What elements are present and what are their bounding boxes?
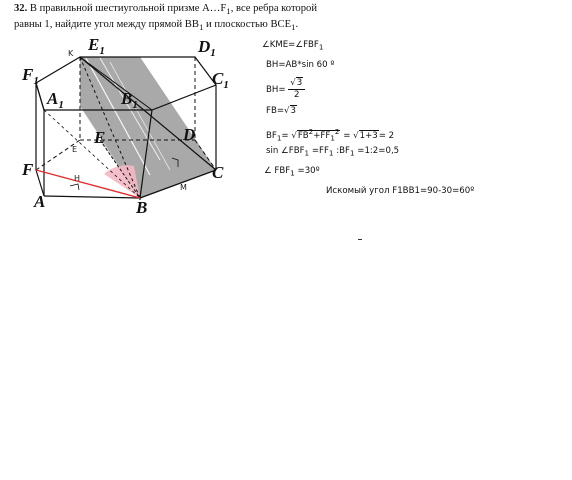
label-B1: B: [121, 89, 133, 108]
label-D1: D: [198, 37, 211, 56]
label-E: E: [94, 128, 106, 147]
stray-mark: [358, 239, 362, 240]
svg-text:F1: $F_1$: [22, 65, 39, 87]
solution-line-7: ∠ $FBF_1$ =30º: [264, 166, 320, 178]
svg-text:D1: $D_1$: [198, 37, 216, 59]
svg-text:E1: $E_1$: [88, 35, 105, 57]
solution-line-6: $\sin \angle FBF_1 =FF_1$ $:BF_1$ =1:2=0,5: [266, 146, 400, 158]
label-A: A: [34, 192, 46, 211]
label-C1: C: [212, 69, 224, 88]
solution-line-4: FB=√3: [266, 106, 296, 116]
solution-line-3: BH= $\frac{√3}{2}$: [266, 78, 305, 101]
label-F1: F: [22, 65, 34, 84]
problem-number: 32.: [14, 3, 28, 14]
label-H: H: [74, 174, 81, 183]
solution-line-2: BH=AB*sin 60 º: [266, 60, 335, 70]
label-A1: A: [47, 89, 59, 108]
label-F: F: [22, 160, 34, 179]
svg-text:B1: $B_1$: [121, 89, 138, 111]
solution-line-5: $BF_1= √FB^2+FF_1^2 = √1+3= 2$: [266, 127, 395, 143]
solution-line-1: $\angle KME=\angle FBF_1$: [262, 40, 324, 52]
label-K: K: [68, 49, 74, 58]
label-C: C: [212, 163, 224, 182]
solution-answer: Искомый угол F1BB1=90-30=60º: [326, 186, 475, 196]
label-D: D: [183, 125, 196, 144]
label-E1: E: [88, 35, 100, 54]
svg-text:A1: $A_1$: [47, 89, 64, 111]
label-E-small: E: [72, 145, 78, 154]
problem-text: 32. В правильной шестиугольной призме $A\dots F_1$, все ребра которой равны 1, найдите угол между прямой $BB_1$ и плоскостью $BCE_1$.: [14, 3, 317, 33]
label-B: B: [136, 198, 148, 217]
svg-text:C1: $C_1$: [212, 69, 229, 91]
label-M: M: [180, 183, 187, 192]
